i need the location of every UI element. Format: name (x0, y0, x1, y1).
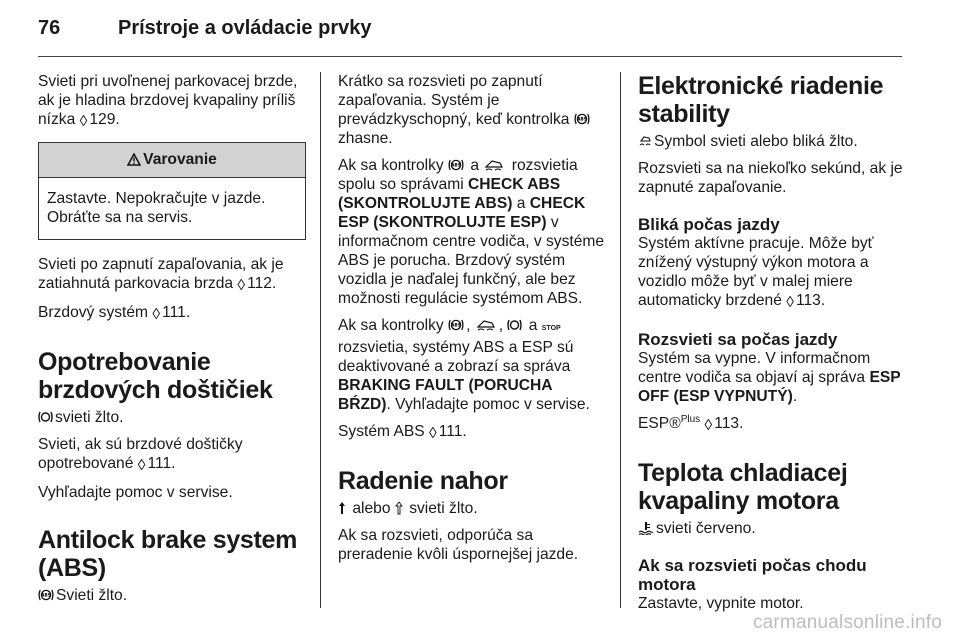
svg-text:ABS: ABS (41, 592, 51, 598)
esp-skid-icon (475, 318, 497, 332)
paragraph: Rozsvieti sa na niekoľko sekúnd, ak je zapnuté zapaľovanie. (638, 160, 903, 196)
page-header (38, 14, 908, 48)
subheading-running: Ak sa rozsvieti počas chodu motora (638, 556, 867, 594)
brake-pad-icon (507, 318, 522, 332)
column-3 (638, 72, 906, 621)
paragraph: Symbol svieti alebo bliká žlto. (638, 132, 906, 151)
paragraph: Svieti, ak sú brzdové doštičky opotrebované ◊ 111. (38, 436, 243, 474)
svg-text:ABS: ABS (577, 116, 587, 122)
page-ref-icon: ◊ (704, 417, 713, 434)
page-ref-icon: ◊ (79, 113, 88, 130)
subheading-lit: Rozsvieti sa počas jazdy (638, 330, 838, 349)
paragraph: Ak sa kontrolky ABS , , a STOP rozsvietia, systémy ABS a ESP sú deaktivované a zobrazí sa správa BRAKING FAULT (PORUCHA BŔZD). Vyhľadajte pomoc v servise. (338, 317, 590, 413)
page-ref-icon: ◊ (137, 457, 146, 474)
paragraph: Vyhľadajte pomoc v servise. (38, 484, 233, 501)
paragraph: Krátko sa rozsvieti po zapnutí zapaľovania. Systém je prevádzkyschopný, keď kontrolka ABS zhasne. (338, 72, 606, 148)
paragraph: ABS Svieti žlto. (38, 586, 306, 605)
column-2 (338, 72, 606, 572)
paragraph: Systém ABS ◊ 111. (338, 423, 467, 442)
coolant-temp-icon (638, 521, 654, 535)
esp-skid-icon (638, 134, 652, 148)
page-ref-icon: ◊ (786, 294, 794, 311)
warning-text: Zastavte. Nepokračujte v jazde. Obráťte sa na servis. (47, 190, 266, 226)
page-ref-icon: ◊ (237, 277, 246, 294)
paragraph: Systém aktívne pracuje. Môže byť znížený výstupný výkon motora a vozidlo môže byť v malej miere automaticky brzdené ◊ 113. (638, 235, 874, 311)
section-heading-esp: Elektronické riadenie stability (638, 72, 884, 128)
abs-warning-icon (448, 318, 464, 332)
brake-pad-icon (38, 410, 53, 424)
header-divider (38, 56, 902, 57)
section-heading-upshift: Radenie nahor (338, 467, 508, 495)
svg-text:ABS: ABS (451, 162, 461, 168)
upshift-arrow-icon (338, 501, 346, 515)
stop-icon: STOP (541, 325, 561, 332)
abs-warning-icon (38, 588, 54, 602)
abs-warning-icon (448, 158, 464, 172)
page-ref-icon: ◊ (429, 425, 437, 442)
section-heading-brake-pads: Opotrebovanie brzdových doštičiek (38, 348, 273, 404)
abs-warning-icon (574, 112, 590, 126)
warning-triangle-icon (127, 153, 141, 166)
paragraph: Svieti po zapnutí zapaľovania, ak je zatiahnutá parkovacia brzda ◊ 112. (38, 256, 284, 294)
column-1 (38, 72, 306, 613)
paragraph: Ak sa kontrolky ABS a rozsvietia spolu so správami CHECK ABS (SKONTROLUJTE ABS) a CHECK ESP (SKONTROLUJTE ESP) v informačnom centre vodiča, v systéme ABS je porucha. Brzdový systém vozidla je naďalej funkčný, ale bez možnosti regulácie systémom ABS. (338, 157, 605, 307)
esp-skid-icon (483, 158, 505, 172)
warning-header (39, 143, 305, 178)
warning-box (38, 142, 306, 240)
page-number: 76 (38, 17, 61, 39)
paragraph: svieti žlto. (38, 408, 306, 427)
warning-title: Varovanie (143, 151, 217, 168)
upshift-arrow-icon (395, 501, 403, 515)
svg-text:ABS: ABS (451, 322, 461, 328)
paragraph: svieti červeno. (638, 519, 906, 538)
section-heading-abs: Antilock brake system (ABS) (38, 526, 298, 582)
paragraph: alebo svieti žlto. (338, 499, 606, 518)
section-heading-coolant: Teplota chladiacej kvapaliny motora (638, 459, 848, 515)
watermark: carmanualsonline.info (752, 612, 942, 633)
paragraph: Svieti pri uvoľnenej parkovacej brzde, ak je hladina brzdovej kvapaliny príliš nízka ◊ 129. (38, 73, 298, 130)
paragraph: Zastavte, vypnite motor. (638, 595, 804, 612)
paragraph: Systém sa vypne. V informačnom centre vodiča sa objaví aj správa ESP OFF (ESP VYPNUTÝ). (638, 350, 901, 405)
column-divider-1 (320, 72, 321, 608)
paragraph: Brzdový systém ◊ 111. (38, 304, 191, 323)
column-divider-2 (620, 72, 621, 608)
paragraph: Ak sa rozsvieti, odporúča sa preradenie kvôli úspornejšej jazde. (338, 527, 579, 563)
page-title: Prístroje a ovládacie prvky (118, 17, 372, 39)
page-ref-icon: ◊ (152, 306, 161, 323)
subheading-blink: Bliká počas jazdy (638, 215, 780, 234)
paragraph: ESP®$^{Plus}$ ◊ 113. (638, 413, 744, 434)
